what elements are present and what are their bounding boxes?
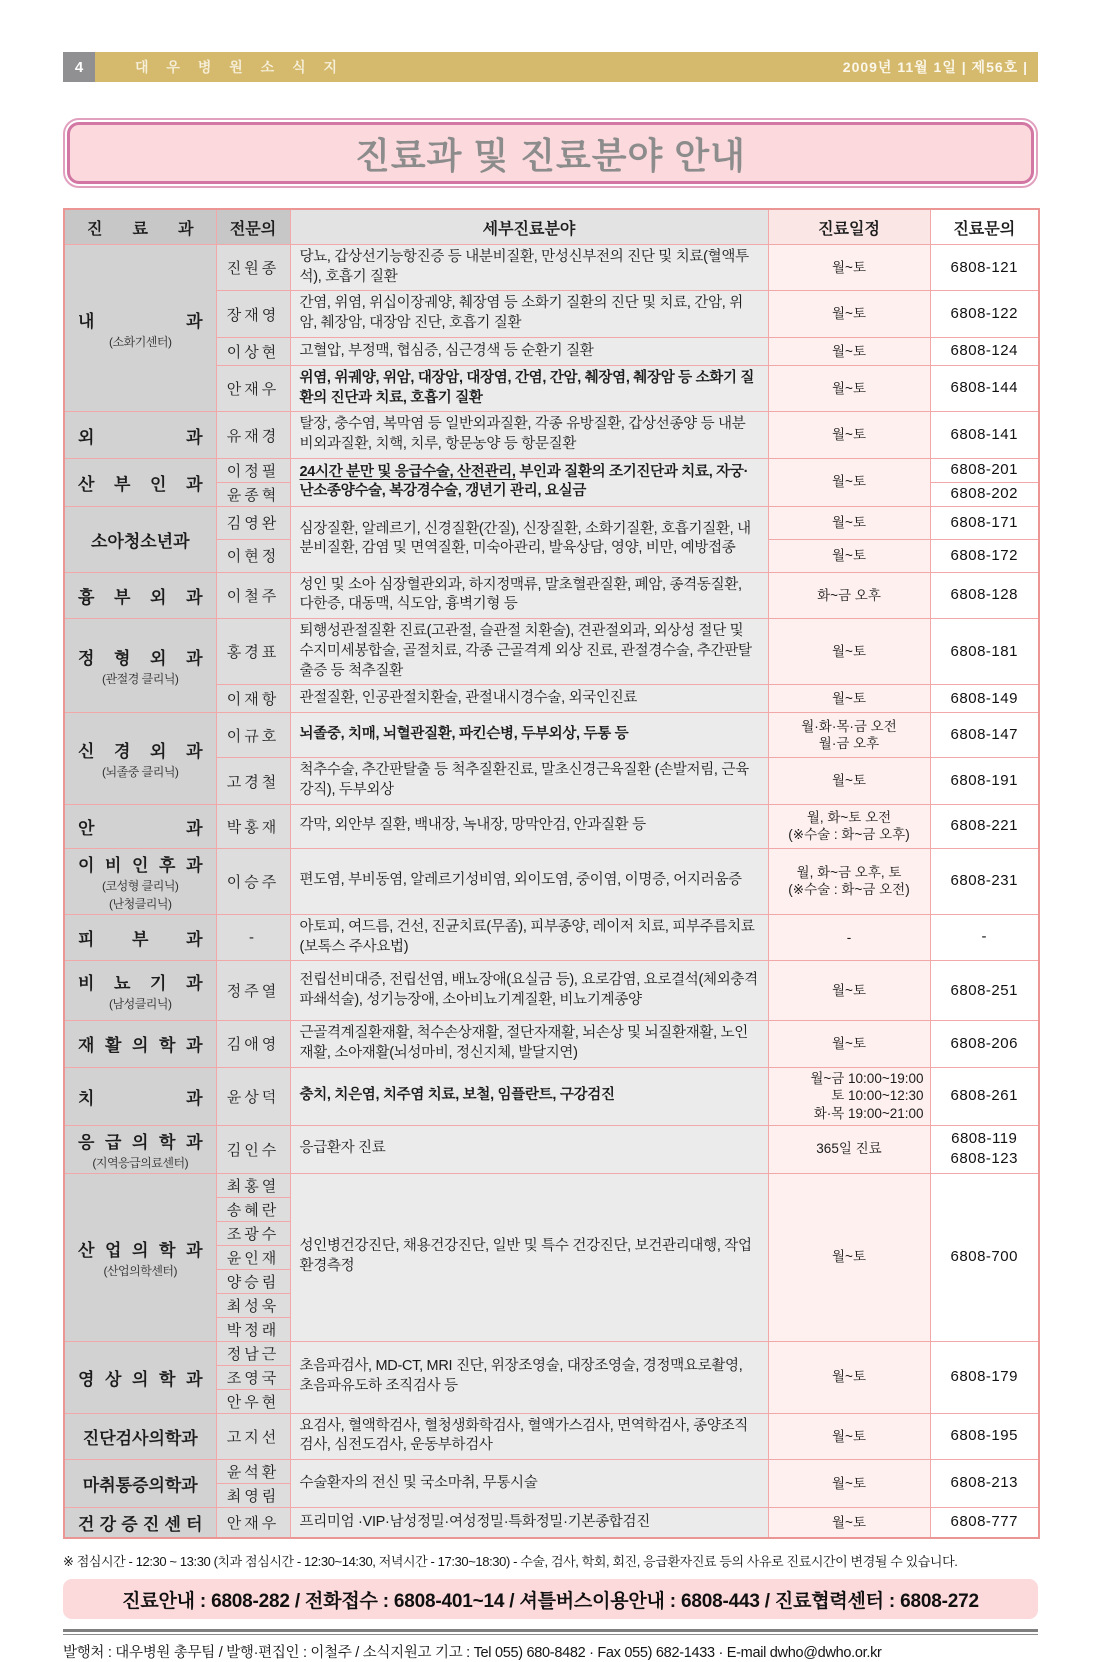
dept-name: 치 과	[78, 1088, 203, 1108]
contact-info-bar: 진료안내 : 6808-282 / 전화접수 : 6808-401~14 / 셔틀버스이용안내 : 6808-443 / 진료협력센터 : 6808-272	[63, 1579, 1038, 1619]
section-banner-inner	[67, 122, 1034, 184]
phone-cell: 6808-128	[930, 572, 1039, 618]
detail-cell: 퇴행성관절질환 진료(고관절, 슬관절 치환술), 견관절외과, 외상성 절단 및 수지미세봉합술, 골절치료, 각종 근골격계 외상 진료, 관절경수술, 추간판탈출증 등 척추질환	[290, 619, 768, 685]
phone-cell: 6808-147	[930, 713, 1039, 758]
schedule-cell: 월~토	[768, 245, 930, 291]
schedule-cell: 월~금 10:00~19:00 토 10:00~12:30 화·목 19:00~21:00	[768, 1067, 930, 1125]
column-header: 진료일정	[768, 209, 930, 245]
schedule-cell: 월~토	[768, 758, 930, 804]
detail-cell: 24시간 분만 및 응급수술, 산전관리, 부인과 질환의 조기진단과 치료, 자궁·난소종양수술, 복강경수술, 갱년기 관리, 요실금	[290, 458, 768, 506]
phone-cell: 6808-261	[930, 1067, 1039, 1125]
table-row	[64, 848, 1039, 914]
table-row	[64, 713, 1039, 758]
dept-subtitle: (소화기센터)	[109, 334, 172, 349]
dept-name: 마취통증의학과	[82, 1476, 198, 1496]
schedule-cell: 월·화·목·금 오전 월·금 오후	[768, 713, 930, 758]
doctor-cell: 이규호	[216, 713, 290, 758]
dept-cell	[64, 245, 216, 412]
doctor-cell: 최홍열	[216, 1173, 290, 1197]
doctor-cell: 안재우	[216, 1508, 290, 1539]
schedule-cell: 월~토	[768, 1460, 930, 1508]
schedule-cell: 월~토	[768, 365, 930, 411]
dept-cell	[64, 458, 216, 506]
detail-cell: 편도염, 부비동염, 알레르기성비염, 외이도염, 중이염, 이명증, 어지러움증	[290, 848, 768, 914]
detail-cell: 요검사, 혈액학검사, 혈청생화학검사, 혈액가스검사, 면역학검사, 종양조직검사, 심전도검사, 운동부하검사	[290, 1413, 768, 1459]
schedule-cell: 월~토	[768, 1341, 930, 1413]
schedule-cell: 월~토	[768, 337, 930, 365]
detail-cell: 아토피, 여드름, 건선, 진균치료(무좀), 피부종양, 레이저 치료, 피부주름치료(보톡스 주사요법)	[290, 914, 768, 960]
dept-cell	[64, 1021, 216, 1067]
doctor-cell: 안재우	[216, 365, 290, 411]
table-row	[64, 412, 1039, 458]
doctor-cell: 이승주	[216, 848, 290, 914]
schedule-cell: 월~토	[768, 1021, 930, 1067]
dept-name: 피 부 과	[78, 930, 203, 949]
table-row	[64, 506, 1039, 539]
doctor-cell: 정주열	[216, 961, 290, 1021]
detail-cell: 탈장, 충수염, 복막염 등 일반외과질환, 각종 유방질환, 갑상선종양 등 내분비외과질환, 치핵, 치루, 항문농양 등 항문질환	[290, 412, 768, 458]
table-row	[64, 1067, 1039, 1125]
table-row	[64, 1508, 1039, 1539]
table-row	[64, 619, 1039, 685]
doctor-cell: 이철주	[216, 572, 290, 618]
schedule-cell: 월~토	[768, 412, 930, 458]
phone-cell: 6808-172	[930, 539, 1039, 572]
doctor-cell: 박홍재	[216, 804, 290, 848]
phone-cell: 6808-141	[930, 412, 1039, 458]
schedule-cell: 월~토	[768, 961, 930, 1021]
doctor-cell: 이정필	[216, 458, 290, 482]
doctor-cell: 고지선	[216, 1413, 290, 1459]
schedule-cell: 365일 진료	[768, 1125, 930, 1173]
phone-cell: 6808-171	[930, 506, 1039, 539]
schedule-cell: 월, 화~금 오후, 토 (※수술 : 화~금 오전)	[768, 848, 930, 914]
schedule-cell: 월~토	[768, 539, 930, 572]
phone-cell: 6808-121	[930, 245, 1039, 291]
departments-table	[63, 208, 1040, 1539]
dept-name: 외 과	[78, 427, 203, 447]
dept-name: 응 급 의 학 과	[78, 1132, 203, 1152]
dept-cell	[64, 619, 216, 713]
detail-cell: 성인 및 소아 심장혈관외과, 하지정맥류, 말초혈관질환, 폐암, 종격동질환, 다한증, 대동맥, 식도암, 흉벽기형 등	[290, 572, 768, 618]
schedule-cell: 월~토	[768, 291, 930, 337]
phone-cell: 6808-213	[930, 1460, 1039, 1508]
doctor-cell: 송혜란	[216, 1197, 290, 1221]
detail-cell: 위염, 위궤양, 위암, 대장암, 대장염, 간염, 간암, 췌장염, 췌장암 등 소화기 질환의 진단과 치료, 호흡기 질환	[290, 365, 768, 411]
doctor-cell: 홍경표	[216, 619, 290, 685]
dept-cell	[64, 412, 216, 458]
phone-cell: 6808-251	[930, 961, 1039, 1021]
detail-cell: 수술환자의 전신 및 국소마취, 무통시술	[290, 1460, 768, 1508]
doctor-cell: 박정래	[216, 1317, 290, 1341]
dept-cell	[64, 572, 216, 618]
section-banner	[63, 118, 1038, 188]
detail-cell: 관절질환, 인공관절치환술, 관절내시경수술, 외국인진료	[290, 685, 768, 713]
dept-name: 산 부 인 과	[78, 474, 203, 494]
doctor-cell: 안우현	[216, 1389, 290, 1413]
doctor-cell: 조영국	[216, 1365, 290, 1389]
dept-cell	[64, 1125, 216, 1173]
schedule-cell: 월~토	[768, 685, 930, 713]
column-header: 진료문의	[930, 209, 1039, 245]
table-row	[64, 961, 1039, 1021]
doctor-cell: 김애영	[216, 1021, 290, 1067]
dept-cell	[64, 713, 216, 804]
table-body	[64, 245, 1039, 1539]
phone-cell: 6808-144	[930, 365, 1039, 411]
table-row	[64, 1173, 1039, 1197]
phone-cell: 6808-149	[930, 685, 1039, 713]
page-number: 4	[63, 52, 95, 82]
dept-cell	[64, 1067, 216, 1125]
dept-subtitle: (지역응급의료센터)	[92, 1155, 189, 1170]
table-row	[64, 914, 1039, 960]
schedule-cell: 월~토	[768, 1508, 930, 1539]
doctor-cell: 최영림	[216, 1484, 290, 1508]
phone-cell: 6808-124	[930, 337, 1039, 365]
dept-subtitle: (산업의학센터)	[103, 1263, 178, 1278]
doctor-cell: 양승림	[216, 1269, 290, 1293]
detail-cell: 성인병건강진단, 채용건강진단, 일반 및 특수 건강진단, 보건관리대행, 작업환경측정	[290, 1173, 768, 1341]
page	[63, 52, 1038, 1662]
phone-cell: 6808-181	[930, 619, 1039, 685]
detail-cell: 전립선비대증, 전립선염, 배뇨장애(요실금 등), 요로감염, 요로결석(체외충격파쇄석술), 성기능장애, 소아비뇨기계질환, 비뇨기계종양	[290, 961, 768, 1021]
dept-cell	[64, 1413, 216, 1459]
detail-cell: 근골격계질환재활, 척수손상재활, 절단자재활, 뇌손상 및 뇌질환재활, 노인재활, 소아재활(뇌성마비, 정신지체, 발달지연)	[290, 1021, 768, 1067]
detail-cell: 척추수술, 추간판탈출 등 척추질환진료, 말초신경근육질환 (손발저림, 근육강직), 두부외상	[290, 758, 768, 804]
detail-cell: 간염, 위염, 위십이장궤양, 췌장염 등 소화기 질환의 진단 및 치료, 간암, 위암, 췌장암, 대장암 진단, 호흡기 질환	[290, 291, 768, 337]
phone-cell: 6808-700	[930, 1173, 1039, 1341]
dept-name: 재 활 의 학 과	[78, 1036, 203, 1056]
detail-cell: 각막, 외안부 질환, 백내장, 녹내장, 망막안검, 안과질환 등	[290, 804, 768, 848]
column-header: 진 료 과	[64, 209, 216, 245]
phone-cell: 6808-191	[930, 758, 1039, 804]
doctor-cell: 조광수	[216, 1221, 290, 1245]
dept-name: 정 형 외 과	[78, 649, 203, 669]
table-row	[64, 1021, 1039, 1067]
dept-cell	[64, 1508, 216, 1539]
table-row	[64, 804, 1039, 848]
schedule-cell: 화~금 오후	[768, 572, 930, 618]
doctor-cell: 김영완	[216, 506, 290, 539]
column-header: 세부진료분야	[290, 209, 768, 245]
doctor-cell: 고경철	[216, 758, 290, 804]
dept-name: 내 과	[78, 311, 203, 331]
dept-subtitle: (관절경 클리닉)	[102, 672, 179, 687]
schedule-cell: 월~토	[768, 1413, 930, 1459]
doctor-cell: 이현정	[216, 539, 290, 572]
doctor-cell: 진원종	[216, 245, 290, 291]
dept-subtitle: (남성클리닉)	[109, 997, 172, 1012]
schedule-cell: -	[768, 914, 930, 960]
doctor-cell: 최성욱	[216, 1293, 290, 1317]
dept-name: 신 경 외 과	[78, 742, 203, 762]
table-row	[64, 245, 1039, 291]
dept-subtitle: (난청클리닉)	[109, 896, 172, 911]
detail-cell: 초음파검사, MD-CT, MRI 진단, 위장조영술, 대장조영술, 경정맥요로촬영, 초음파유도하 조직검사 등	[290, 1341, 768, 1413]
doctor-cell: 이상현	[216, 337, 290, 365]
publisher-line: 발행처 : 대우병원 총무팀 / 발행·편집인 : 이철주 / 소식지원고 기고 : Tel 055) 680-8482 · Fax 055) 682-1433 · E-mail dwho@dwho.or.kr	[63, 1645, 882, 1662]
dept-cell	[64, 1341, 216, 1413]
dept-cell	[64, 804, 216, 848]
doctor-cell: 장재영	[216, 291, 290, 337]
schedule-cell: 월~토	[768, 619, 930, 685]
dept-cell	[64, 1173, 216, 1341]
table-row	[64, 572, 1039, 618]
dept-name: 진단검사의학과	[82, 1428, 198, 1448]
detail-cell: 당뇨, 갑상선기능항진증 등 내분비질환, 만성신부전의 진단 및 치료(혈액투석), 호흡기 질환	[290, 245, 768, 291]
phone-cell: 6808-221	[930, 804, 1039, 848]
phone-cell: 6808-119 6808-123	[930, 1125, 1039, 1173]
page-header-bar	[63, 52, 1038, 82]
doctor-cell: 윤인재	[216, 1245, 290, 1269]
detail-cell: 뇌졸중, 치매, 뇌혈관질환, 파킨슨병, 두부외상, 두통 등	[290, 713, 768, 758]
dept-subtitle: (뇌졸중 클리닉)	[102, 765, 179, 780]
doctor-cell: 윤석환	[216, 1460, 290, 1484]
dept-cell	[64, 1460, 216, 1508]
column-header: 전문의	[216, 209, 290, 245]
dept-name: 산 업 의 학 과	[78, 1240, 203, 1260]
doctor-cell: 김인수	[216, 1125, 290, 1173]
phone-cell: 6808-202	[930, 482, 1039, 506]
phone-cell: 6808-195	[930, 1413, 1039, 1459]
detail-cell: 충치, 치은염, 치주염 치료, 보철, 임플란트, 구강검진	[290, 1067, 768, 1125]
phone-cell: 6808-179	[930, 1341, 1039, 1413]
table-row	[64, 1460, 1039, 1484]
section-title: 진료과 및 진료분야 안내	[355, 134, 746, 176]
table-row	[64, 1413, 1039, 1459]
dept-name: 안 과	[78, 818, 203, 838]
dept-subtitle: (코성형 클리닉)	[102, 878, 179, 893]
doctor-cell: -	[216, 914, 290, 960]
detail-cell: 고혈압, 부정맥, 협심증, 심근경색 등 순환기 질환	[290, 337, 768, 365]
dept-name: 영 상 의 학 과	[78, 1369, 203, 1389]
dept-cell	[64, 914, 216, 960]
dept-name: 이 비 인 후 과	[78, 855, 203, 875]
schedule-cell: 월~토	[768, 506, 930, 539]
schedule-cell: 월~토	[768, 1173, 930, 1341]
dept-cell	[64, 961, 216, 1021]
phone-cell: -	[930, 914, 1039, 960]
phone-cell: 6808-777	[930, 1508, 1039, 1539]
detail-cell: 프리미엄 ·VIP·남성정밀·여성정밀·특화정밀·기본종합검진	[290, 1508, 768, 1539]
schedule-cell: 월, 화~토 오전 (※수술 : 화~금 오후)	[768, 804, 930, 848]
doctor-cell: 윤상덕	[216, 1067, 290, 1125]
dept-name: 흉 부 외 과	[78, 587, 203, 607]
dept-name: 건 강 증 진 센 터	[78, 1515, 203, 1535]
table-row	[64, 1125, 1039, 1173]
dept-name: 소아청소년과	[90, 531, 190, 551]
dept-name: 비 뇨 기 과	[78, 974, 203, 994]
publisher-divider	[63, 1629, 1038, 1635]
doctor-cell: 유재경	[216, 412, 290, 458]
doctor-cell: 윤종혁	[216, 482, 290, 506]
doctor-cell: 정남근	[216, 1341, 290, 1365]
phone-cell: 6808-206	[930, 1021, 1039, 1067]
table-header	[64, 209, 1039, 245]
dept-cell	[64, 848, 216, 914]
dept-cell	[64, 506, 216, 572]
detail-cell: 응급환자 진료	[290, 1125, 768, 1173]
phone-cell: 6808-231	[930, 848, 1039, 914]
detail-cell: 심장질환, 알레르기, 신경질환(간질), 신장질환, 소화기질환, 호흡기질환, 내분비질환, 감염 및 면역질환, 미숙아관리, 발육상담, 영양, 비만, 예방접종	[290, 506, 768, 572]
doctor-cell: 이재항	[216, 685, 290, 713]
footnote: ※ 점심시간 - 12:30 ~ 13:30 (치과 점심시간 - 12:30~14:30, 저녁시간 - 17:30~18:30) - 수술, 검사, 학회, 회진, 응급환자진료 등의 사유로 진료시간이 변경될 수 있습니다.	[63, 1554, 958, 1570]
newsletter-title: 대 우 병 원 소 식 지	[135, 59, 345, 75]
phone-cell: 6808-122	[930, 291, 1039, 337]
issue-date: 2009년 11월 1일 | 제56호 |	[842, 59, 1028, 75]
schedule-cell: 월~토	[768, 458, 930, 506]
table-row	[64, 458, 1039, 482]
table-row	[64, 1341, 1039, 1365]
phone-cell: 6808-201	[930, 458, 1039, 482]
